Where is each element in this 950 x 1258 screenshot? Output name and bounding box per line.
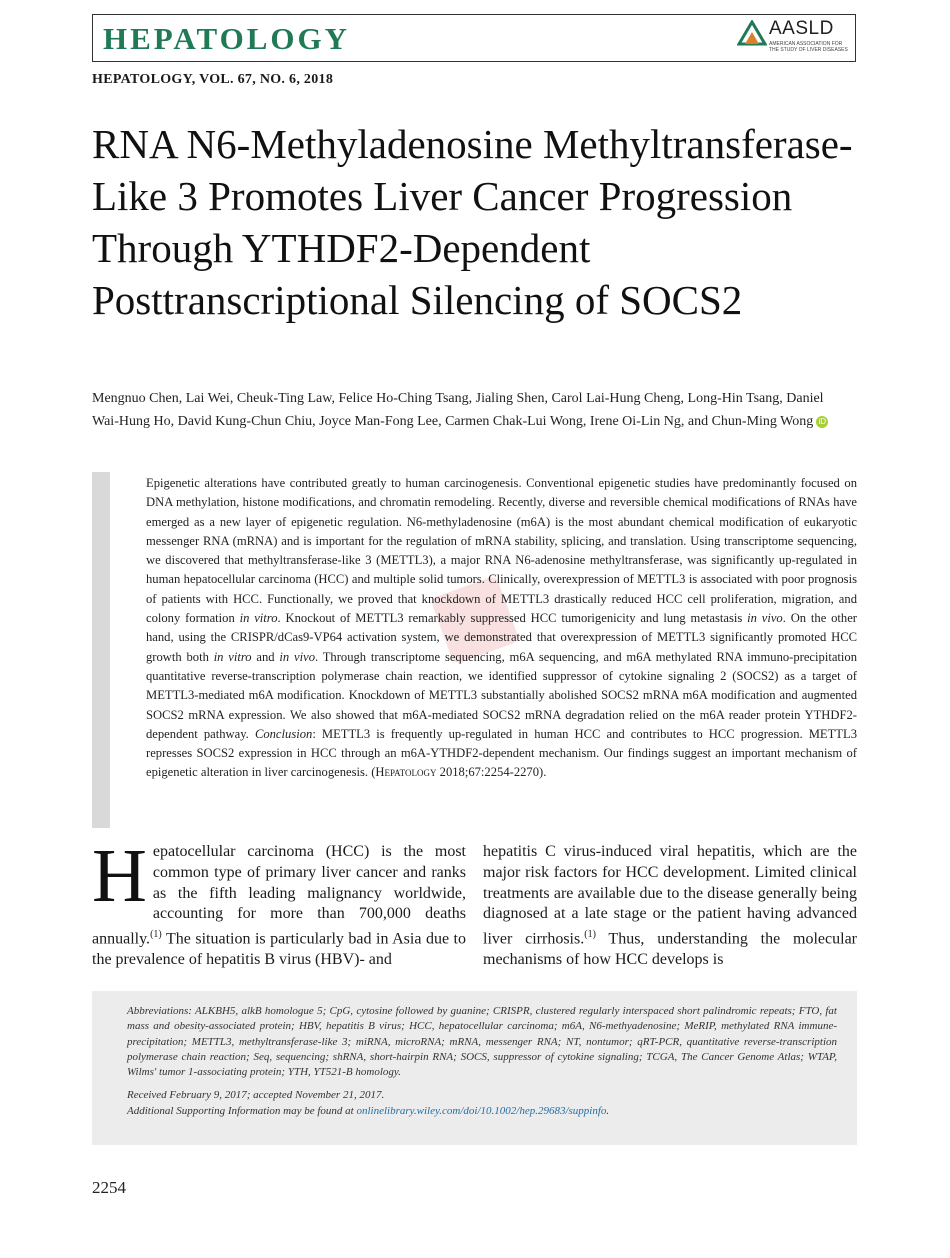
abstract-italic: in vivo <box>279 649 315 664</box>
body-column-left <box>92 834 467 971</box>
volume-line: HEPATOLOGY, VOL. 67, NO. 6, 2018 <box>92 72 334 87</box>
abstract-text: . Through transcriptome sequencing, m6A sequencing, and m6A methylated RNA immuno-precipitation quantitative reverse-transcription polymerase chain reaction, we identified suppressor of cytokine signaling 2 (SOCS2) as a target of METTL3-mediated m6A modification. Knockdown of METTL3 substantially abolished SOCS2 mRNA m6A modification and augmented SOCS2 mRNA expression. We also showed that m6A-mediated SOCS2 mRNA degradation relied on the m6A reader protein YTHDF2-dependent pathway. <box>146 649 857 741</box>
body-text: epatocellular carcinoma (HCC) is the most common type of primary liver cancer and ranks as the fifth leading malignancy worldwide, accounting for more than 700,000 deaths annually. <box>92 843 466 948</box>
citation-journal: Hepatology <box>375 765 437 780</box>
reference-link[interactable]: (1) <box>584 929 596 941</box>
abstract-conclusion-label: Conclusion <box>254 726 313 741</box>
supporting-info-link[interactable]: onlinelibrary.wiley.com/doi/10.1002/hep.29683/suppinfo <box>356 1104 607 1117</box>
received-note: Received February 9, 2017; accepted November 21, 2017. <box>127 1089 385 1102</box>
author-list <box>92 387 852 433</box>
body-text: Thus, understanding the molecular mechanisms of how HCC develops is <box>483 930 857 969</box>
abstract-text: . Knockout of METTL3 remarkably suppressed HCC tumorigenicity and lung metastasis <box>277 611 743 626</box>
reference-link[interactable]: (1) <box>150 929 162 941</box>
journal-header-box <box>92 14 856 62</box>
dropcap: H <box>92 834 147 918</box>
abstract <box>146 474 857 783</box>
abstract-italic: in vitro <box>213 649 252 664</box>
abstract-text: Epigenetic alterations have contributed greatly to human carcinogenesis. Conventional epigenetic studies have predominantly focused on DNA methylation, histone modifications, and chromatin remodeling. Recently, diverse and reversible chemical modifications of RNAs have emerged as a new layer of epigenetic regulation. N6-methyladenosine (m6A) is the most abundant chemical modification of eukaryotic messenger RNA (mRNA) and is important for the regulation of mRNA stability, splicing, and translation. Using transcriptome sequencing, we discovered that methyltransferase-like 3 (METTL3), a major RNA N6-adenosine methyltransferase, was significantly up-regulated in human hepatocellular carcinoma (HCC) and multiple solid tumors. Clinically, overexpression of METTL3 is associated with poor prognosis of patients with HCC. Functionally, we proved that knockdown of METTL3 drastically reduced HCC cell proliferation, migration, and colony formation <box>146 476 857 626</box>
supporting-suffix: . <box>606 1104 610 1117</box>
abstract-italic: in vitro <box>239 611 278 626</box>
abstract-text: : METTL3 is frequently up-regulated in human HCC and contributes to HCC progression. METTL3 represses SOCS2 expression in HCC through an m6A-YTHDF2-dependent mechanism. Our findings suggest an important mechanism of epigenetic alteration in liver carcinogenesis. ( <box>146 726 857 780</box>
logo-subtext: AMERICAN ASSOCIATION FOR THE STUDY OF LIVER DISEASES <box>769 41 848 53</box>
abstract-text: . On the other hand, using the CRISPR/dCas9-VP64 activation system, we demonstrated that overexpression of METTL3 significantly promoted HCC growth both <box>146 611 857 664</box>
aasld-logo <box>737 18 849 58</box>
body-text: The situation is particularly bad in Asia due to the prevalence of hepatitis B virus (HBV)- and <box>92 930 467 969</box>
article-title: RNA N6-Methyladenosine Methyltransferase-Like 3 Promotes Liver Cancer Progression Through YTHDF2-Dependent Posttranscriptional Silencing of SOCS2 <box>92 121 853 323</box>
page-number: 2254 <box>92 1178 126 1197</box>
citation-details: 2018;67:2254-2270). <box>439 765 547 780</box>
body-column-right <box>483 842 857 971</box>
aasld-logo-icon <box>737 20 767 46</box>
abstract-italic: in vivo <box>747 611 783 626</box>
footnotes-box <box>92 991 857 1145</box>
orcid-icon[interactable]: iD <box>816 416 828 428</box>
supporting-info-note <box>127 1104 837 1119</box>
logo-text: AASLD <box>769 18 834 39</box>
supporting-prefix: Additional Supporting Information may be found at <box>127 1104 354 1117</box>
authors-text: Mengnuo Chen, Lai Wei, Cheuk-Ting Law, Felice Ho-Ching Tsang, Jialing Shen, Carol Lai-Hung Cheng, Long-Hin Tsang, Daniel Wai-Hung Ho, David Kung-Chun Chiu, Joyce Man-Fong Lee, Carmen Chak-Lui Wong, Irene Oi-Lin Ng, and Chun-Ming Wong <box>92 391 824 429</box>
abstract-sidebar-bar <box>92 472 110 828</box>
journal-name: HEPATOLOGY <box>103 21 351 56</box>
abbreviations-note: Abbreviations: ALKBH5, alkB homologue 5; CpG, cytosine followed by guanine; CRISPR, clustered regularly interspaced short palindromic repeats; FTO, fat mass and obesity-associated protein; HBV, hepatitis B virus; HCC, hepatocellular carcinoma; m6A, N6-methyadenosine; MeRIP, methylated RNA immune-precipitation; METTL3, methyltransferase-like 3; miRNA, microRNA; mRNA, messenger RNA; NT, nontumor; qRT-PCR, quantitative reverse-transcription polymerase chain reaction; Seq, sequencing; shRNA, short-hairpin RNA; SOCS, suppressor of cytokine signaling; TCGA, The Cancer Genome Atlas; WTAP, Wilms' tumor 1-associating protein; YTH, YT521-B homology. <box>127 1005 837 1079</box>
body-text: hepatitis C virus-induced viral hepatitis, which are the major risk factors for HCC development. Limited clinical treatments are available due to the disease generally being diagnosed at a late stage or the patient having advanced liver cirrhosis. <box>483 843 857 948</box>
abstract-text: and <box>256 649 275 664</box>
